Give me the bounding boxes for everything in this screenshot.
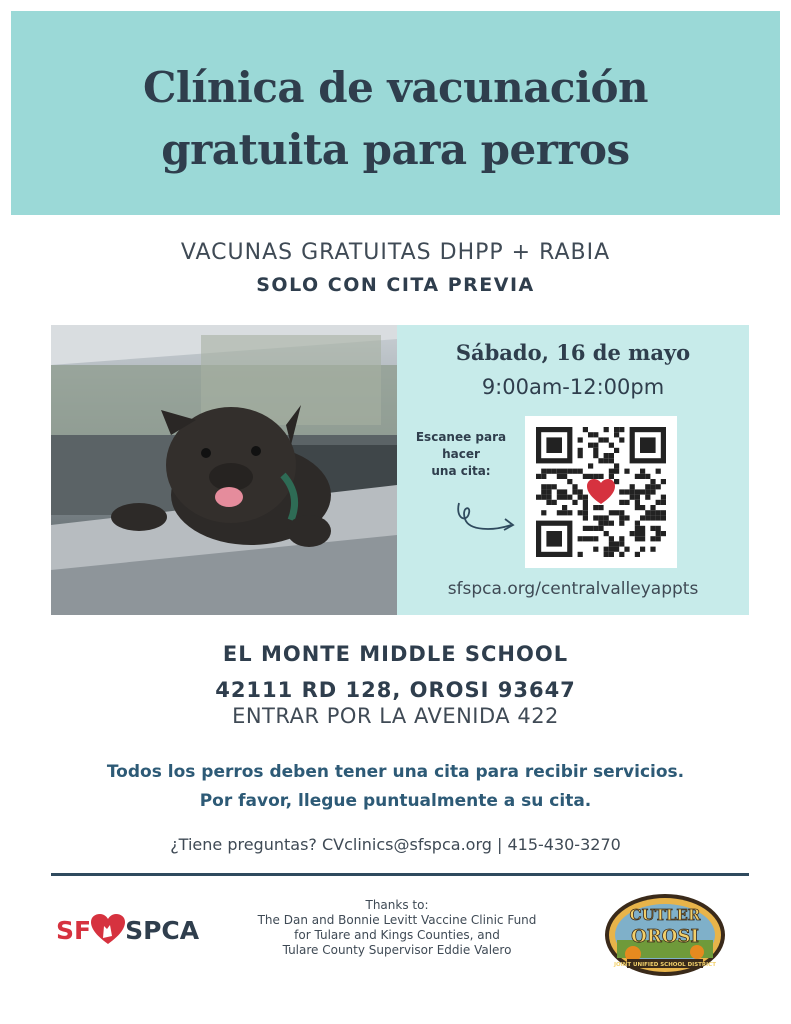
event-time: 9:00am-12:00pm: [481, 375, 665, 399]
scan-instructions: [411, 429, 511, 480]
sponsor-thanks: [222, 898, 572, 958]
thanks-line-3: for Tulare and Kings Counties, and: [294, 928, 500, 942]
qr-code-icon: [525, 416, 677, 568]
district-seal-icon: [603, 892, 727, 978]
contact-info: ¿Tiene preguntas? CVclinics@sfspca.org | 415-430-3270: [170, 835, 621, 854]
entrance-instructions: ENTRAR POR LA AVENIDA 422: [232, 704, 559, 728]
thanks-line-2: The Dan and Bonnie Levitt Vaccine Clinic Fund: [257, 913, 537, 927]
page-title: [11, 57, 780, 181]
school-name: EL MONTE MIDDLE SCHOOL: [222, 642, 569, 666]
scan-line-1: Escanee para: [415, 430, 507, 444]
curly-arrow-icon: [453, 497, 523, 537]
footer-divider: [51, 873, 749, 876]
dog-photo-illustration: [51, 325, 397, 615]
title-line-2: gratuita para perros: [161, 125, 630, 174]
appointment-url[interactable]: sfspca.org/centralvalleyappts: [447, 579, 699, 599]
dog-in-car-photo: [51, 325, 397, 615]
notice-line-1: Todos los perros deben tener una cita para recibir servicios.: [106, 762, 685, 782]
district-subtitle: JOINT UNIFIED SCHOOL DISTRICT: [614, 962, 716, 968]
heart-cat-logo-icon: [91, 914, 125, 946]
notice-line-2: Por favor, llegue puntualmente a su cita.: [199, 791, 592, 811]
appointment-only-subheading: SOLO CON CITA PREVIA: [256, 274, 535, 296]
appointment-notice: [0, 758, 791, 816]
cutler-orosi-district-logo: [603, 892, 727, 978]
title-line-1: Clínica de vacunación: [142, 63, 648, 112]
scan-line-3: una cita:: [431, 464, 491, 478]
school-address: 42111 RD 128, OROSI 93647: [215, 678, 576, 702]
cutler-word: CUTLER: [629, 906, 701, 924]
sfspca-logo: [56, 912, 199, 948]
scan-line-2: hacer: [442, 447, 480, 461]
vaccines-subheading: VACUNAS GRATUITAS DHPP + RABIA: [180, 240, 611, 265]
title-banner: [11, 11, 780, 215]
logo-spca-text: SPCA: [125, 915, 200, 945]
thanks-line-1: Thanks to:: [365, 898, 429, 912]
thanks-line-4: Tulare County Supervisor Eddie Valero: [282, 943, 512, 957]
event-date: Sábado, 16 de mayo: [455, 340, 691, 365]
orosi-word: OROSI: [631, 926, 699, 947]
event-info-panel: [397, 325, 749, 615]
appointment-qr-code[interactable]: [525, 416, 677, 568]
location-block: [0, 636, 791, 708]
logo-sf-text: SF: [56, 915, 92, 945]
